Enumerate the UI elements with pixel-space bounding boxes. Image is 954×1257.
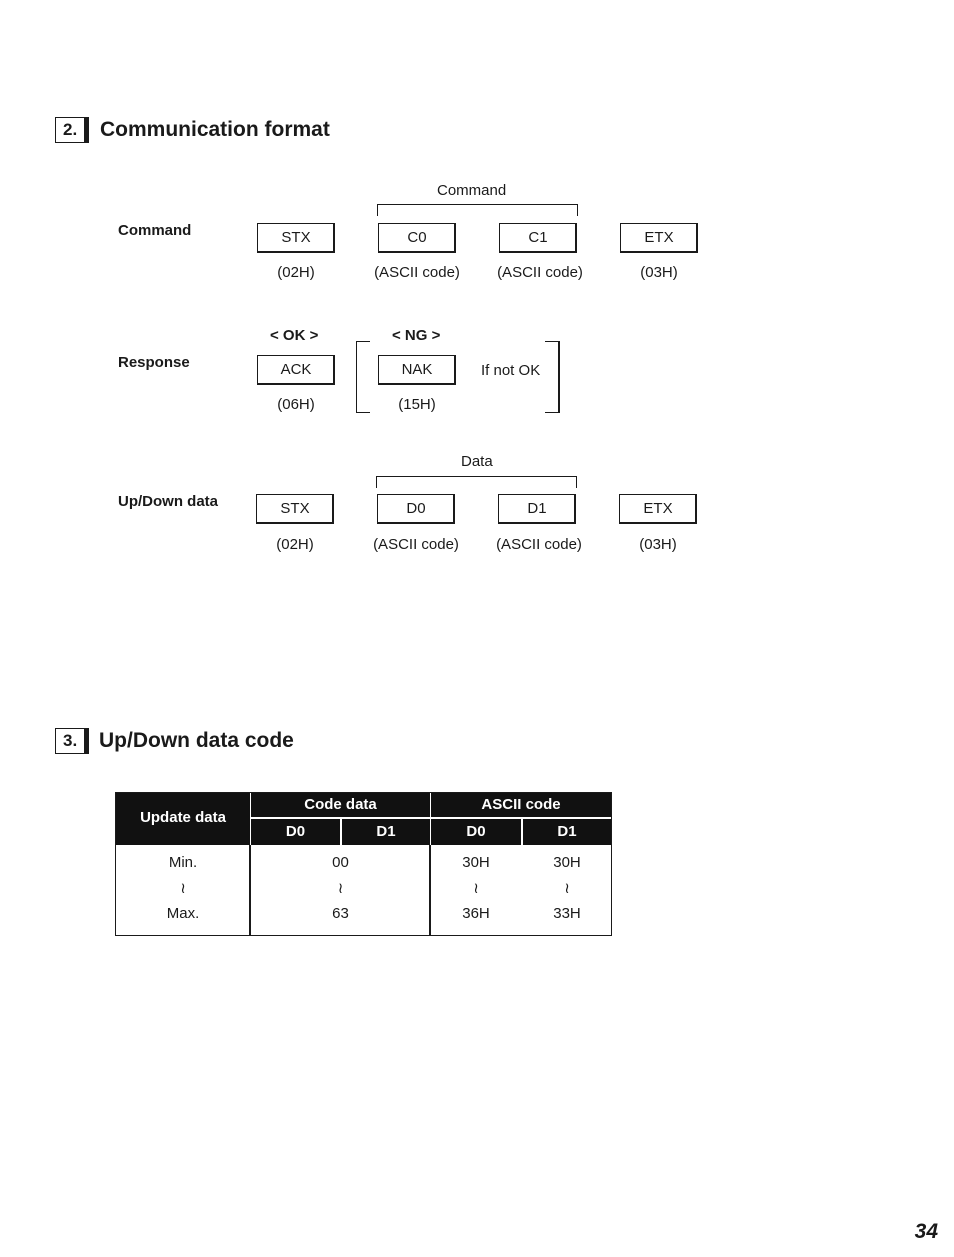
command-row-label: Command: [118, 222, 192, 239]
ng-bracket-left-top: [356, 341, 370, 342]
header-code-data-label: Code data: [304, 796, 377, 813]
ng-bracket-right-top: [545, 341, 559, 342]
data-bracket-top: [376, 476, 577, 477]
subheader-code-d0: D0: [251, 819, 340, 845]
ng-bracket-right: [558, 341, 560, 413]
header-update-data: [116, 793, 250, 845]
response-row-label: Response: [118, 354, 190, 371]
stx-box: STX: [257, 223, 335, 253]
table-cell-code: ≀: [337, 880, 344, 897]
section-title: Up/Down data code: [99, 729, 294, 752]
c1-caption: (ASCII code): [497, 264, 583, 281]
table-cell-ascii-d1: ≀: [564, 880, 570, 897]
c0-caption: (ASCII code): [374, 264, 460, 281]
d1-caption: (ASCII code): [496, 536, 582, 553]
ng-note: If not OK: [481, 362, 541, 379]
subheader-ascii-d0: D0: [431, 819, 521, 845]
table-cell-code: 00: [332, 854, 349, 871]
ng-bracket-left-bottom: [356, 412, 370, 413]
nak-caption: (15H): [398, 396, 436, 413]
section-number: 2.: [63, 120, 78, 139]
ng-bracket-right-bottom: [545, 412, 559, 413]
header-update-data-label: Update data: [140, 809, 226, 826]
c0-box: C0: [378, 223, 456, 253]
header-ascii-code-label: ASCII code: [481, 796, 561, 813]
etx-box: ETX: [620, 223, 698, 253]
command-bracket-left: [377, 204, 378, 216]
section-number-badge: [55, 117, 89, 143]
ack-caption: (06H): [277, 396, 315, 413]
updown-code-table: [115, 792, 612, 936]
data-bracket-right: [576, 476, 577, 488]
command-bracket-right: [577, 204, 578, 216]
table-cell-update: ≀: [180, 880, 186, 897]
section-number-badge: [55, 728, 89, 754]
ng-label: < NG >: [392, 327, 441, 344]
table-cell-ascii-d0: 30H: [462, 854, 490, 871]
page-number: 34: [914, 1220, 938, 1243]
table-cell-ascii-d0: ≀: [473, 880, 479, 897]
data-group-label: Data: [461, 453, 493, 470]
c1-box: C1: [499, 223, 577, 253]
ack-box: ACK: [257, 355, 335, 385]
header-code-data: [251, 793, 430, 817]
etx-box-data: ETX: [619, 494, 697, 524]
etx-data-caption: (03H): [639, 536, 677, 553]
table-cell-ascii-d1: 30H: [553, 854, 581, 871]
data-bracket-left: [376, 476, 377, 488]
d0-box: D0: [377, 494, 455, 524]
stx-box-data: STX: [256, 494, 334, 524]
d0-caption: (ASCII code): [373, 536, 459, 553]
section-title: Communication format: [100, 118, 330, 141]
table-cell-code: 63: [332, 905, 349, 922]
subheader-code-d1: D1: [342, 819, 430, 845]
stx-caption: (02H): [277, 264, 315, 281]
header-ascii-code: [431, 793, 611, 817]
table-cell-ascii-d1: 33H: [553, 905, 581, 922]
subheader-ascii-d1: D1: [523, 819, 611, 845]
ok-label: < OK >: [270, 327, 319, 344]
table-cell-ascii-d0: 36H: [462, 905, 490, 922]
command-group-label: Command: [437, 182, 507, 199]
section-number: 3.: [63, 731, 78, 750]
d1-box: D1: [498, 494, 576, 524]
etx-caption: (03H): [640, 264, 678, 281]
table-cell-update: Max.: [166, 905, 200, 922]
nak-box: NAK: [378, 355, 456, 385]
command-bracket-top: [377, 204, 578, 205]
table-cell-update: Min.: [168, 854, 198, 871]
stx-data-caption: (02H): [276, 536, 314, 553]
updown-row-label: Up/Down data: [118, 493, 218, 510]
ng-bracket-left: [356, 341, 357, 413]
